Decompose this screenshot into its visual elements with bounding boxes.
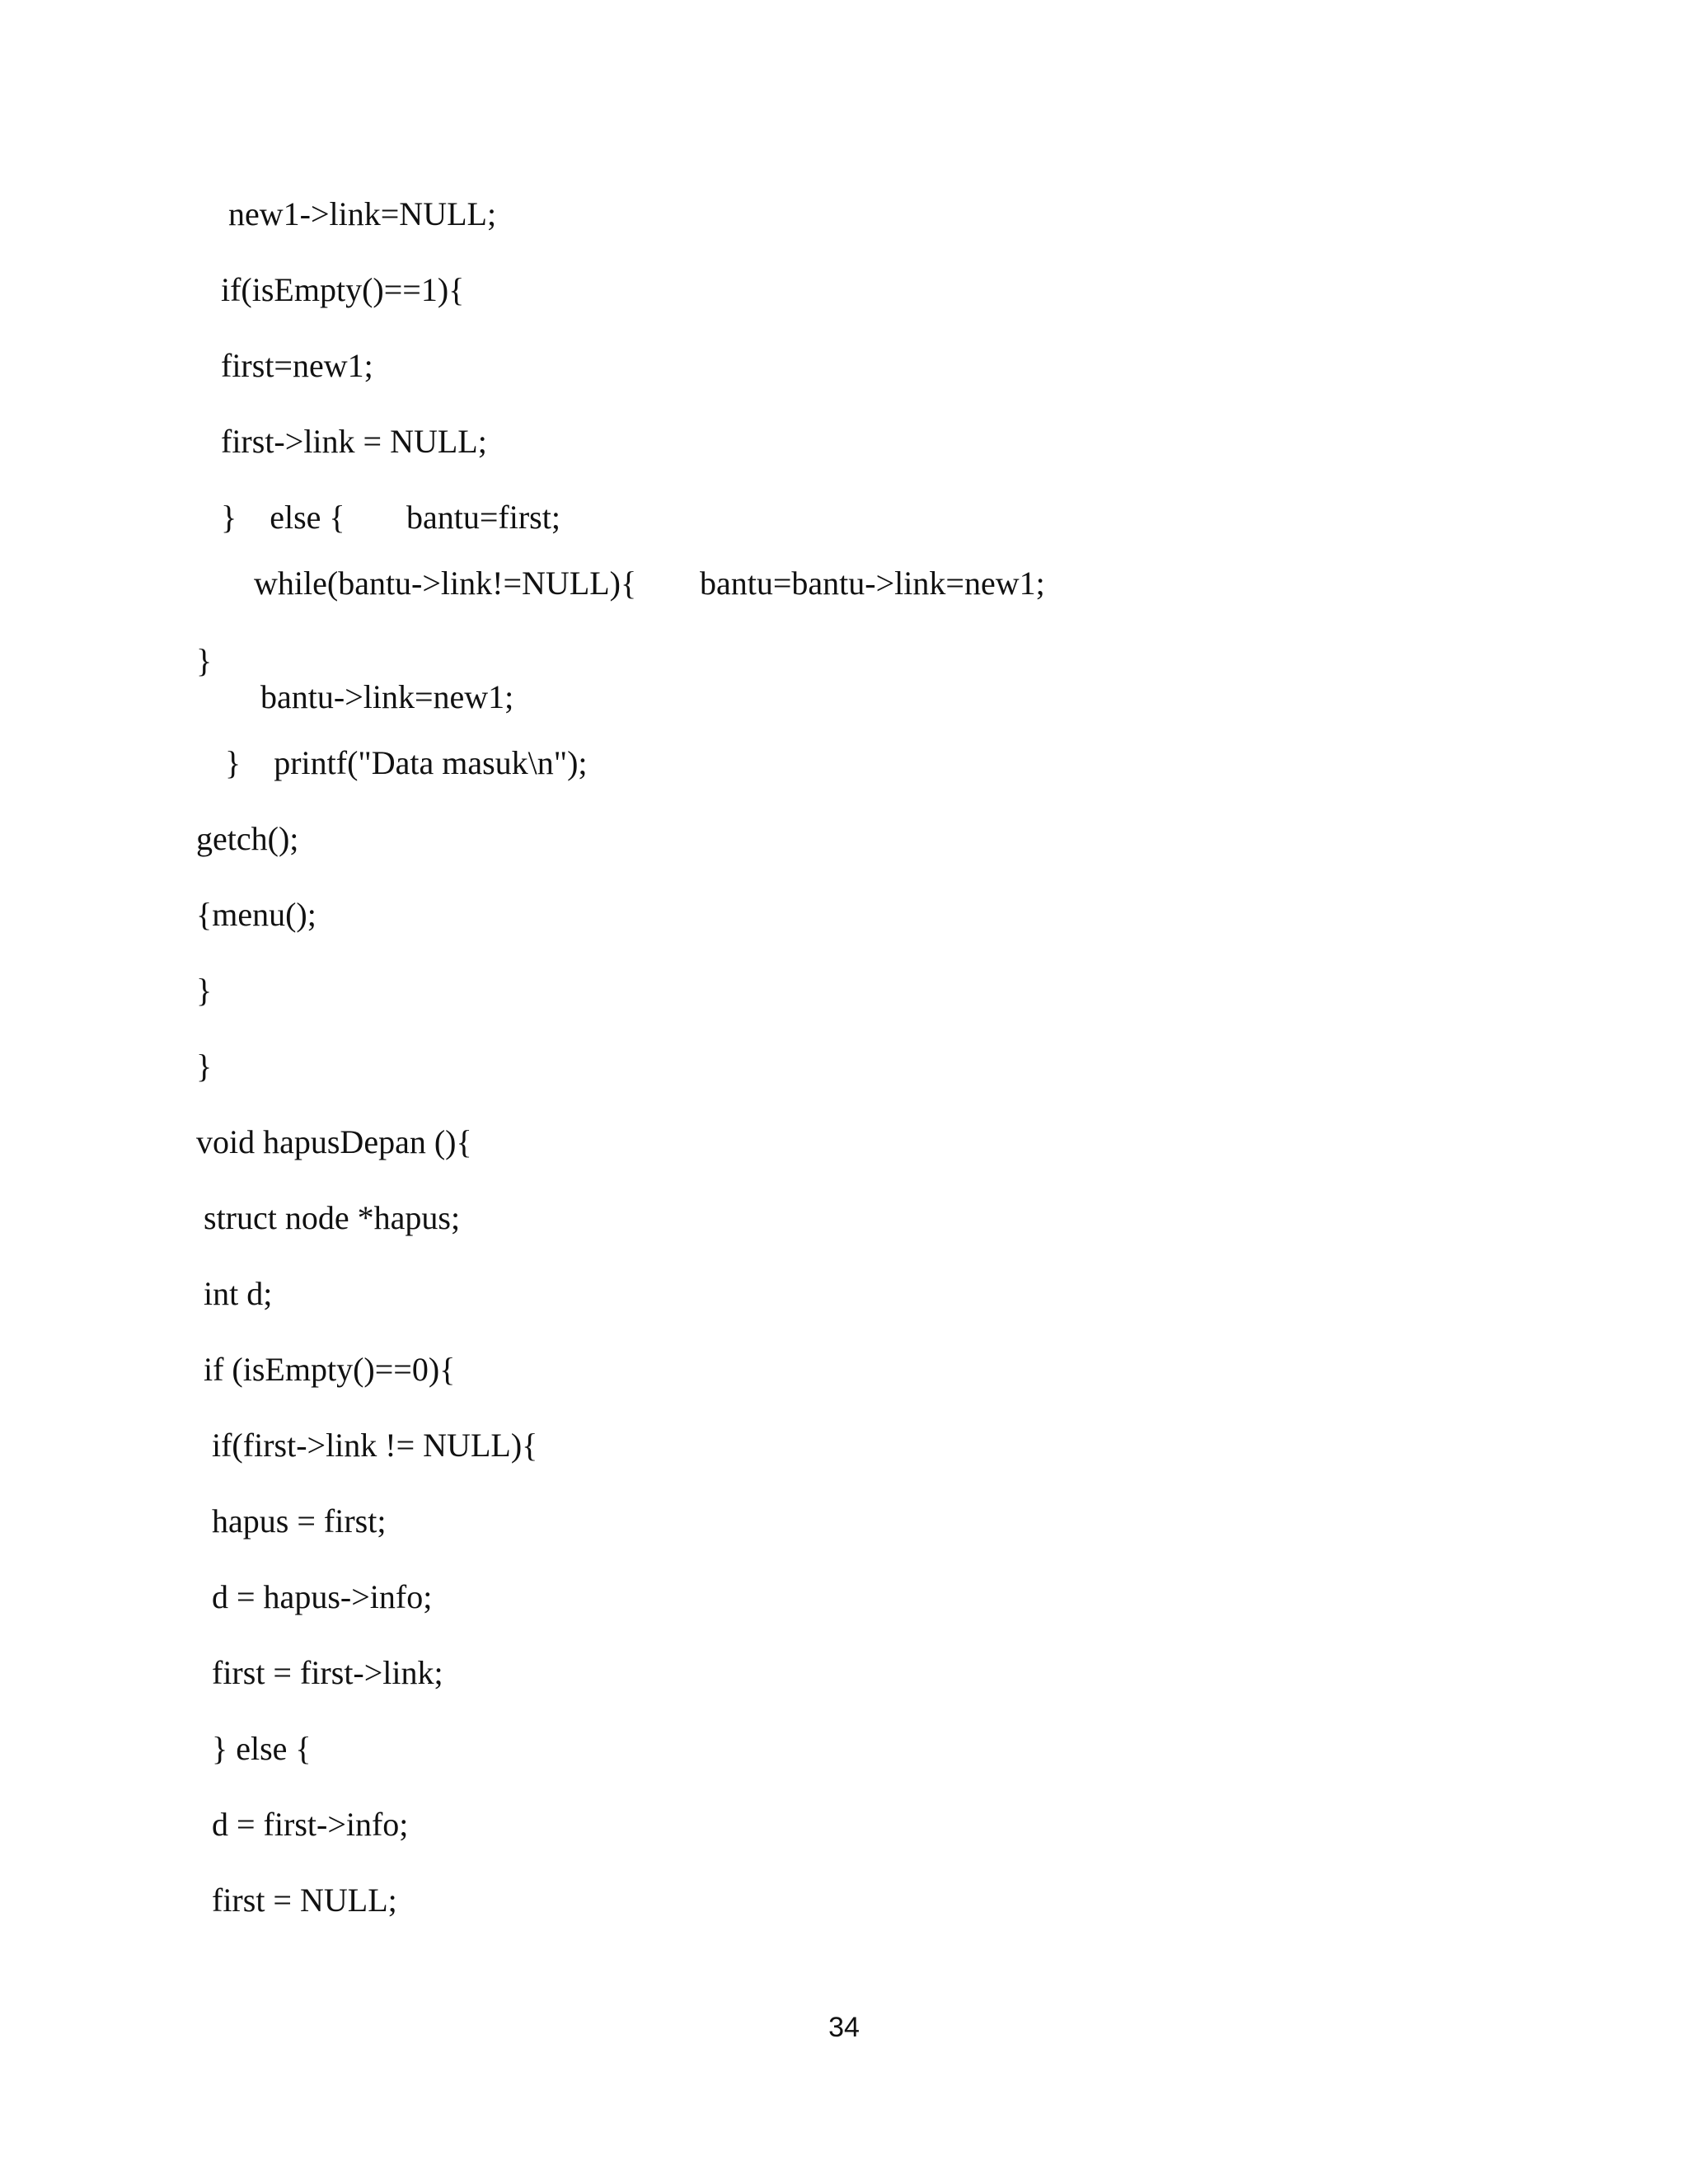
code-line: getch(); <box>196 820 299 857</box>
code-line: if (isEmpty()==0){ <box>204 1351 456 1388</box>
code-line: {menu(); <box>196 896 316 933</box>
code-line: } <box>196 642 213 679</box>
code-line: void hapusDepan (){ <box>196 1123 472 1160</box>
code-line: } printf("Data masuk\n"); <box>225 744 588 781</box>
code-line: first=new1; <box>221 347 373 384</box>
code-line: d = hapus->info; <box>212 1578 433 1615</box>
code-line: } <box>196 972 213 1009</box>
code-line: hapus = first; <box>212 1502 387 1540</box>
code-line: while(bantu->link!=NULL){ <box>254 565 637 602</box>
code-line: if(isEmpty()==1){ <box>221 271 465 308</box>
code-line: new1->link=NULL; <box>228 195 497 232</box>
code-line: } else { <box>221 499 345 536</box>
code-line: int d; <box>204 1275 273 1312</box>
code-line: first = first->link; <box>212 1654 443 1691</box>
code-line: bantu=first; <box>406 499 560 536</box>
code-line: } <box>196 1047 213 1085</box>
code-line: bantu=bantu->link=new1; <box>700 565 1045 602</box>
code-line: first->link = NULL; <box>221 423 487 460</box>
code-line: d = first->info; <box>212 1806 409 1843</box>
code-line: if(first->link != NULL){ <box>212 1427 538 1464</box>
code-line: } else { <box>212 1730 312 1767</box>
code-line: bantu->link=new1; <box>260 678 514 715</box>
page-number: 34 <box>828 2012 860 2043</box>
code-line: first = NULL; <box>212 1882 397 1919</box>
code-line: struct node *hapus; <box>204 1199 461 1236</box>
